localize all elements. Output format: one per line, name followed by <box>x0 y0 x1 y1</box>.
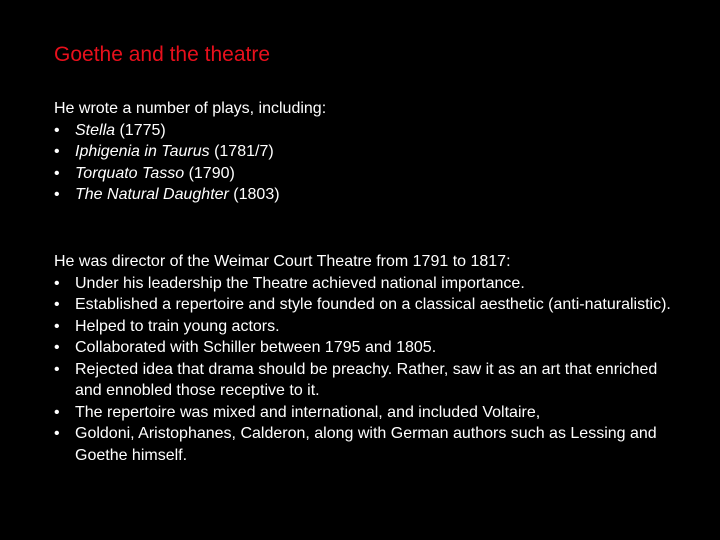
list-item <box>54 141 674 163</box>
list-item <box>54 163 674 185</box>
play-year: (1790) <box>184 164 235 182</box>
list-item <box>54 423 674 466</box>
bullet-text: Established a repertoire and style founded on a classical aesthetic (anti-naturalistic). <box>75 296 671 313</box>
director-intro: He was director of the Weimar Court Theatre from 1791 to 1817: <box>54 253 511 270</box>
director-section <box>54 251 674 466</box>
plays-section <box>54 98 674 206</box>
bullet-icon: • <box>54 186 60 203</box>
play-title: The Natural Daughter <box>75 186 229 203</box>
bullet-icon: • <box>54 164 60 182</box>
plays-list <box>54 120 674 206</box>
bullet-text: Goldoni, Aristophanes, Calderon, along with German authors such as Lessing and Goethe himself. <box>75 425 657 464</box>
bullet-text: The repertoire was mixed and international, and included Voltaire, <box>75 403 541 421</box>
plays-intro: He wrote a number of plays, including: <box>54 100 327 117</box>
list-item <box>54 359 674 402</box>
bullet-icon: • <box>54 143 60 160</box>
list-item <box>54 294 674 316</box>
bullet-icon: • <box>54 317 60 335</box>
list-item <box>54 316 674 338</box>
play-title: Torquato Tasso <box>75 164 185 182</box>
list-item <box>54 184 674 206</box>
list-item <box>54 402 674 424</box>
bullet-icon: • <box>54 296 60 313</box>
play-year: (1775) <box>115 121 166 139</box>
play-title: Stella <box>75 121 116 139</box>
list-item <box>54 273 674 295</box>
play-title: Iphigenia in Taurus <box>75 143 210 160</box>
bullet-text: Helped to train young actors. <box>75 317 280 335</box>
slide-title: Goethe and the theatre <box>54 43 270 66</box>
bullet-text: Collaborated with Schiller between 1795 and 1805. <box>75 339 437 356</box>
bullet-text: Rejected idea that drama should be preachy. Rather, saw it as an art that enriched and ennobled those receptive to it. <box>75 360 658 399</box>
bullet-icon: • <box>54 403 60 421</box>
list-item <box>54 337 674 359</box>
bullet-icon: • <box>54 274 60 292</box>
list-item <box>54 120 674 142</box>
bullet-text: Under his leadership the Theatre achieved national importance. <box>75 274 525 292</box>
bullet-icon: • <box>54 425 60 442</box>
bullet-icon: • <box>54 360 60 378</box>
play-year: (1803) <box>228 186 280 203</box>
bullet-icon: • <box>54 339 60 356</box>
play-year: (1781/7) <box>209 143 274 160</box>
director-list <box>54 273 674 467</box>
bullet-icon: • <box>54 121 60 139</box>
